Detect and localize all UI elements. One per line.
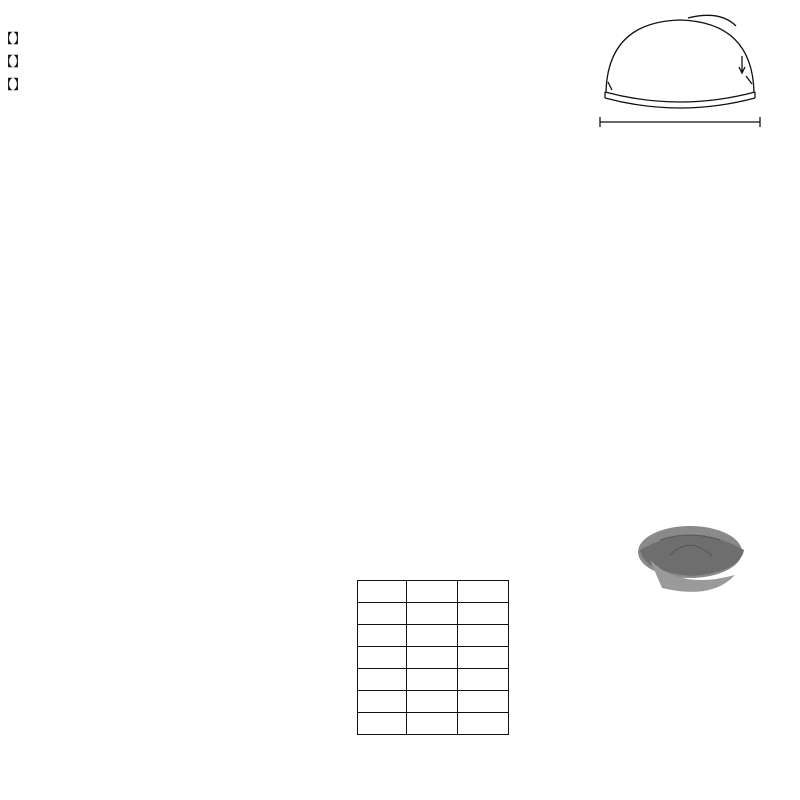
table-cell [407, 647, 458, 669]
table-row [358, 713, 509, 735]
table-row [358, 669, 509, 691]
table-cell [407, 669, 458, 691]
spec-size: 【】 [0, 32, 27, 47]
header-stitches [407, 581, 458, 603]
header-rounds [358, 581, 407, 603]
table-cell [458, 713, 509, 735]
table-cell [407, 625, 458, 647]
hat-dome [606, 20, 754, 92]
table-cell [358, 713, 407, 735]
table-cell [358, 691, 407, 713]
table-cell [458, 625, 509, 647]
table-cell [358, 603, 407, 625]
table-cell [358, 669, 407, 691]
header-increases [458, 581, 509, 603]
hat-band [605, 92, 755, 102]
table-cell [407, 603, 458, 625]
table-cell [458, 691, 509, 713]
table-cell [407, 713, 458, 735]
table-cell [458, 603, 509, 625]
spec-tool: 【】 [0, 55, 27, 70]
table-cell [358, 625, 407, 647]
table-cell [458, 669, 509, 691]
table-cell [407, 691, 458, 713]
spec-material: 【】 [0, 78, 27, 93]
table-row [358, 625, 509, 647]
structure-diagram [600, 15, 760, 127]
table-row [358, 647, 509, 669]
table-cell [458, 647, 509, 669]
table-row [358, 603, 509, 625]
increase-table [357, 580, 509, 735]
table-row [358, 691, 509, 713]
hat-photo [638, 526, 744, 592]
table-header-row [358, 581, 509, 603]
table-cell [358, 647, 407, 669]
